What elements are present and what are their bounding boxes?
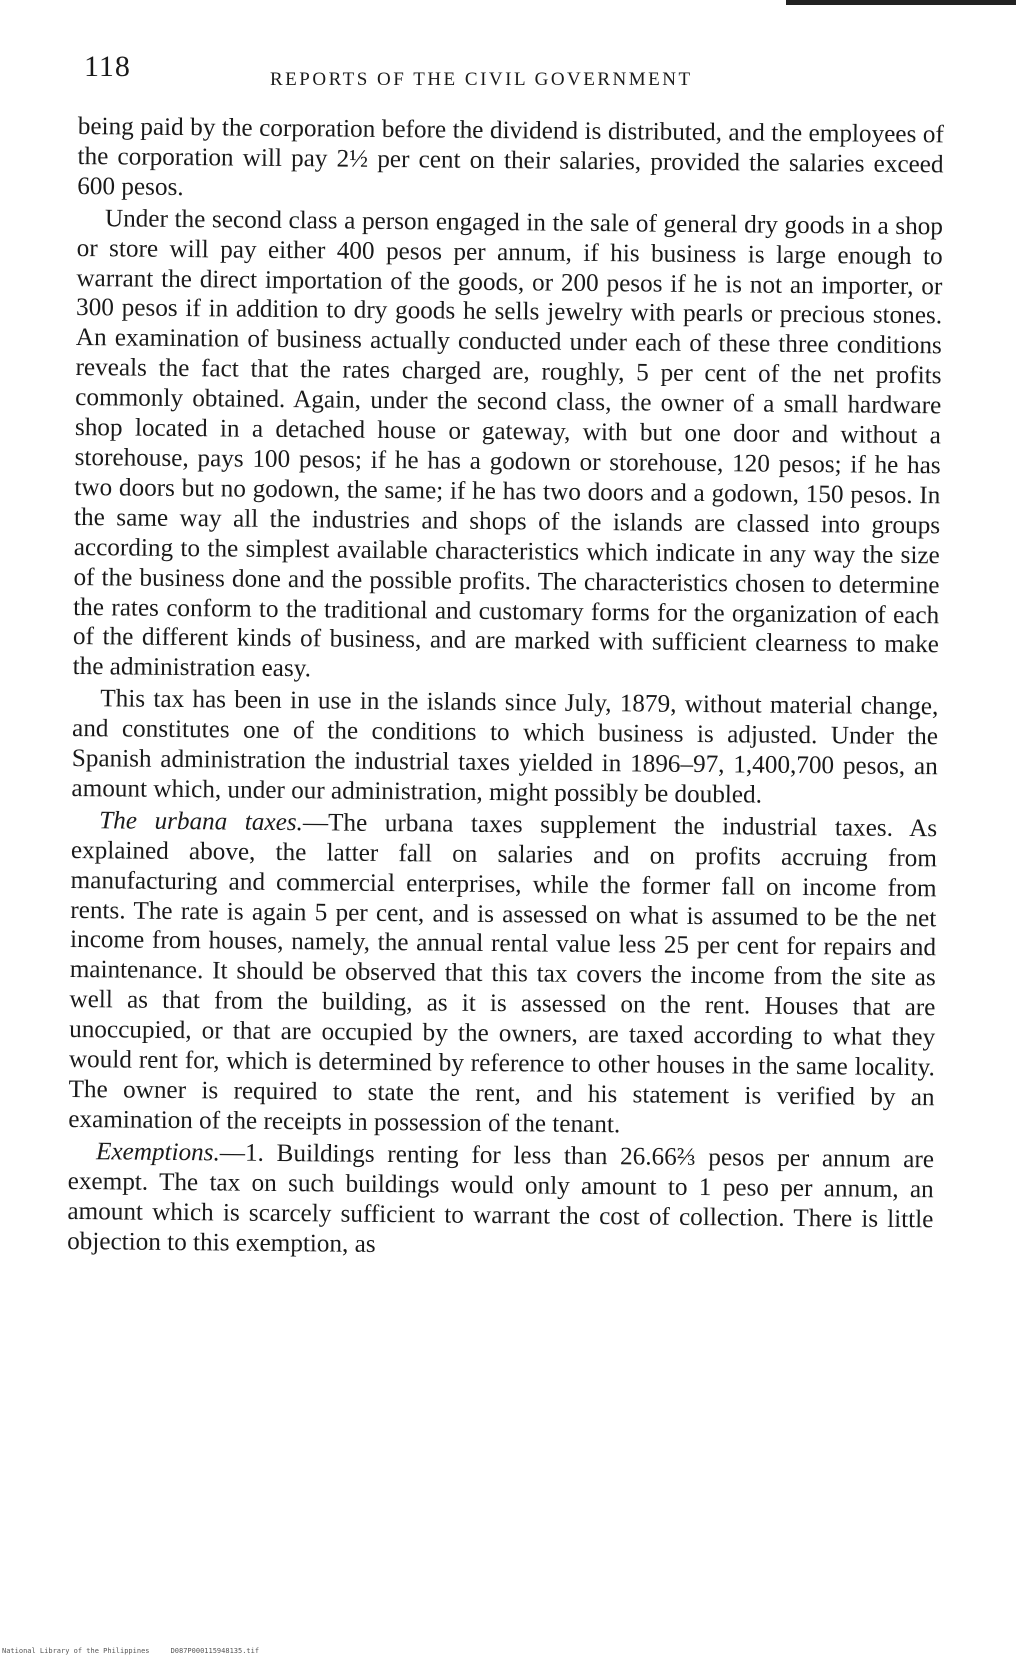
paragraph-text: —The urbana taxes supplement the industrial taxes. As explained above, the latter fall on salaries and on profits accruing from manufacturing and commercial enterprises, while the former fall on income from rents. The rate is again 5 per cent, and is assessed on what is assumed to be the net income from houses, namely, the annual rental value less 25 per cent for repairs and maintenance. It should be observed that this tax covers the income from the site as well as that from the building, as it is assessed on the rent. Houses that are unoccupied, or that are occupied by the owners, are taxed according to what they would rent for, which is determined by reference to other houses in the same locality. The owner is required to state the rent, and his statement is verified by an examination of the receipts in possession of the tenant. [68,809,938,1139]
top-edge-rule [786,0,1016,5]
paragraph-text: —1. Buildings renting for less than 26.66⅔ pesos per annum are exempt. The tax on such buildings would only amount to 1 peso per annum, an amount which is scarcely sufficient to warrant the cost of collection. There is little objection to this exemption, as [67,1139,935,1258]
page-number: 118 [84,50,131,83]
paragraph-second-class [73,204,944,691]
body-text [67,112,944,1267]
paragraph-text: being paid by the corporation before the dividend is distributed, and the employees of the corporation will pay 2½ per cent on their salaries, provided the salaries exceed 600 pesos. [77,112,944,201]
running-head: REPORTS OF THE CIVIL GOVERNMENT [270,69,693,90]
scan-source-footer: National Library of the Philippines D087P000115948135.tif [2,1647,260,1655]
paragraph-text: This tax has been in use in the islands since July, 1879, without material change, and constitutes one of the conditions to which business is adjusted. Under the Spanish administration the industrial taxes yielded in 1896–97, 1,400,700 pesos, an amount which, under our administration, might possibly be doubled. [71,685,939,809]
paragraph-text: Under the second class a person engaged in the sale of general dry goods in a shop or store will pay either 400 pesos per annum, if his business is large enough to warrant the direct importation of the goods, or 200 pesos if he is not an importer, or 300 pesos if in addition to dry goods he sells jewelry with pearls or precious stones. An examination of business actually conducted under each of these three conditions reveals the fact that the rates charged are, roughly, 5 per cent of the net profits commonly obtained. Again, under the second class, the owner of a small hardware shop located in a detached house or gateway, with but one door and without a storehouse, pays 100 pesos; if he has a godown or storehouse, 120 pesos; if he has two doors but no godown, the same; if he has two doors and a godown, 150 pesos. In the same way all the industries and shops of the islands are classed into groups according to the simplest available characteristics which indicate in any way the size of the business done and the possible profits. The characteristics chosen to determine the rates conform to the traditional and customary forms for the organization of each of the different kinds of business, and are marked with sufficient clearness to make the administration easy. [72,204,944,683]
paragraph-tax-history [71,684,938,812]
paragraph-continuation [77,112,944,210]
run-in-heading: The urbana taxes. [99,807,304,837]
paragraph-urbana-taxes [68,806,937,1143]
run-in-heading: Exemptions. [95,1138,220,1167]
paragraph-exemptions [67,1137,934,1265]
